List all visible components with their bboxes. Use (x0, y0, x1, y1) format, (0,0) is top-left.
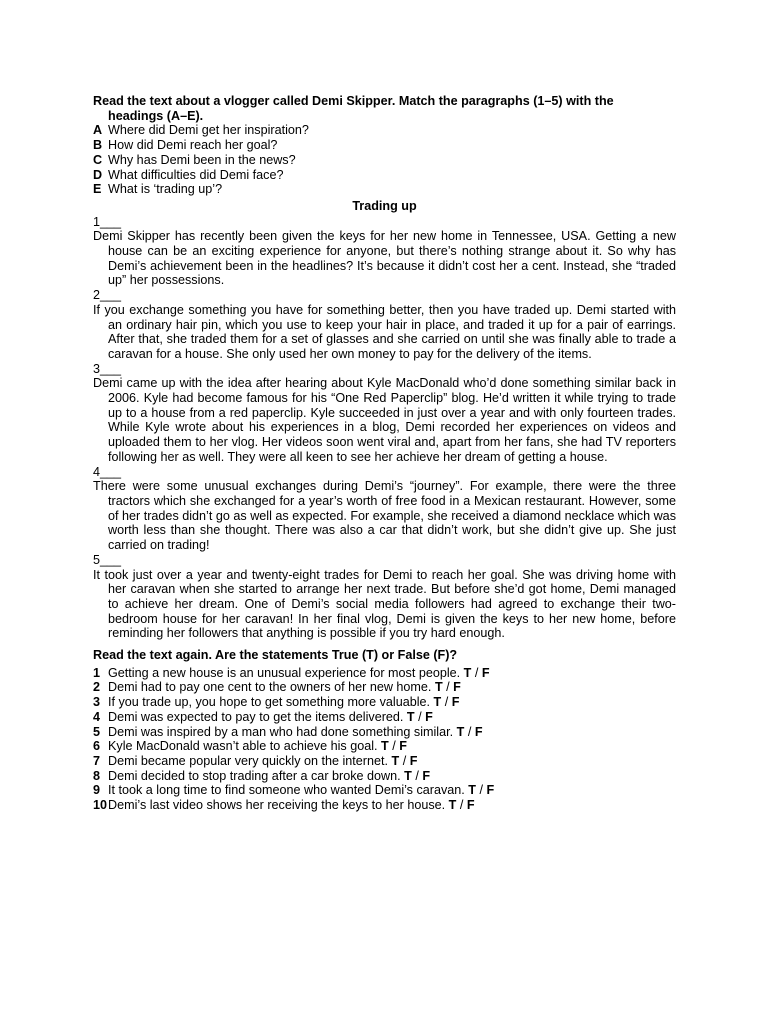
statement-item (93, 680, 676, 695)
true-false-choice (392, 754, 418, 768)
paragraph-text: There were some unusual exchanges during Demi’s “journey”. For example, there were the three tractors which she exchanged for a year’s worth of free food in a Mexican restaurant. However, some of her trades didn’t go as well as expected. For example, she received a diamond necklace which was worth less than she thought. There was also a car that didn’t work, but she didn’t give up. She just carried on trading! (93, 479, 676, 553)
statement-text: Demi’s last video shows her receiving the keys to her house. (108, 798, 446, 813)
true-false-choice (468, 783, 494, 797)
heading-option-text: Where did Demi get her inspiration? (108, 123, 309, 138)
false-option: F (409, 753, 418, 768)
paragraph-number-blank: 4___ (93, 464, 122, 479)
option-separator: / (415, 768, 419, 783)
paragraph-number-blank: 3___ (93, 361, 122, 376)
statement-item (93, 695, 676, 710)
heading-option-text: What difficulties did Demi face? (108, 167, 284, 182)
statement-text: Demi decided to stop trading after a car broke down. (108, 768, 401, 783)
statement-number: 4 (93, 709, 101, 724)
statement-item (93, 769, 676, 784)
heading-option (93, 182, 676, 197)
matching-instruction-line2: headings (A–E). (108, 108, 204, 123)
option-separator: / (479, 783, 483, 798)
statement-number: 8 (93, 768, 101, 783)
true-option: T (456, 724, 465, 739)
statement-number: 10 (93, 798, 108, 813)
heading-option-key: D (93, 167, 103, 182)
heading-option-key: E (93, 182, 102, 197)
statement-number: 1 (93, 665, 101, 680)
statement-text: Getting a new house is an unusual experience for most people. (108, 665, 461, 680)
true-option: T (433, 695, 442, 710)
true-option: T (406, 709, 415, 724)
true-option: T (448, 798, 457, 813)
statement-text: Demi was expected to pay to get the items delivered. (108, 709, 404, 724)
paragraph-text: If you exchange something you have for something better, then you have traded up. Demi started with an ordinary hair pin, which you use to keep your hair in place, and traded it up for a pair of earrings. After that, she traded them for a set of glasses and she carried on until she was finally able to trade a caravan for a house. She only used her own money to pay for the delivery of the items. (93, 302, 676, 361)
statement-text: If you trade up, you hope to get something more valuable. (108, 695, 431, 710)
statement-item (93, 783, 676, 798)
statement-item (93, 798, 676, 813)
option-separator: / (444, 695, 449, 710)
paragraph-text: Demi Skipper has recently been given the keys for her new home in Tennessee, USA. Getting a new house can be an exciting experience for anyone, but there’s nothing strange about it. So why has Demi’s achievement been in the headlines? It’s because it didn’t cost her a cent. Instead, she “traded up” her possessions. (93, 229, 676, 288)
option-separator: / (402, 753, 407, 768)
statement-number: 5 (93, 724, 101, 739)
false-option: F (425, 709, 433, 724)
true-false-choice (435, 680, 461, 694)
heading-option (93, 123, 676, 138)
statement-list (93, 666, 676, 813)
false-option: F (474, 724, 483, 739)
option-separator: / (446, 680, 450, 695)
paragraph-number-blank: 5___ (93, 552, 122, 567)
article-title: Trading up (352, 198, 417, 213)
false-option: F (486, 783, 495, 798)
statement-text: Demi was inspired by a man who had done something similar. (108, 724, 454, 739)
statement-text: Demi had to pay one cent to the owners of her new home. (108, 680, 432, 695)
statement-number: 7 (93, 753, 101, 768)
option-separator: / (392, 739, 396, 754)
matching-instruction-line1: Read the text about a vlogger called Demi Skipper. Match the paragraphs (1–5) with the (93, 94, 614, 108)
option-separator: / (467, 724, 472, 739)
true-option: T (391, 753, 400, 768)
true-false-choice (381, 739, 407, 753)
option-separator: / (474, 665, 479, 680)
statement-number: 6 (93, 739, 101, 754)
heading-option-text: How did Demi reach her goal? (108, 138, 278, 153)
worksheet-content (93, 94, 676, 813)
true-false-choice (457, 725, 483, 739)
true-false-choice (464, 666, 490, 680)
heading-option (93, 168, 676, 183)
true-option: T (404, 768, 412, 783)
statement-number: 3 (93, 695, 101, 710)
matching-instruction (93, 94, 676, 123)
paragraph-number-blank: 2___ (93, 288, 122, 303)
heading-options (93, 123, 676, 197)
true-option: T (468, 783, 476, 798)
statement-text: Kyle MacDonald wasn’t able to achieve his goal. (108, 739, 378, 754)
true-option: T (434, 680, 443, 695)
article-body (93, 215, 676, 641)
statement-number: 2 (93, 680, 101, 695)
false-option: F (422, 768, 431, 783)
statement-item (93, 725, 676, 740)
heading-option (93, 153, 676, 168)
statement-text: Demi became popular very quickly on the internet. (108, 753, 389, 768)
true-false-instruction: Read the text again. Are the statements True (T) or False (F)? (93, 648, 458, 663)
paragraph-text: It took just over a year and twenty-eight trades for Demi to reach her goal. She was driving home with her caravan when she started to arrange her next trade. But before she’d got home, Demi managed to achieve her dream. One of Demi’s social media followers had agreed to exchange their two-bedroom house for her caravan! In her final vlog, Demi is given the keys to her new home, before reminding her followers that anything is possible if you try hard enough. (93, 567, 676, 641)
true-false-choice (407, 710, 433, 724)
true-option: T (381, 739, 389, 754)
heading-option (93, 138, 676, 153)
false-option: F (481, 665, 490, 680)
statement-item (93, 666, 676, 681)
true-option: T (463, 665, 472, 680)
option-separator: / (459, 798, 464, 813)
statement-item (93, 739, 676, 754)
false-option: F (453, 680, 461, 695)
statement-item (93, 710, 676, 725)
heading-option-key: C (93, 152, 103, 167)
false-option: F (466, 798, 475, 813)
heading-option-key: A (93, 123, 103, 138)
true-false-choice (434, 695, 460, 709)
heading-option-text: Why has Demi been in the news? (108, 152, 296, 167)
false-option: F (399, 739, 407, 754)
statement-item (93, 754, 676, 769)
option-separator: / (418, 709, 422, 724)
true-false-choice (404, 769, 430, 783)
false-option: F (451, 695, 460, 710)
statement-number: 9 (93, 783, 101, 798)
heading-option-text: What is ‘trading up’? (108, 182, 223, 197)
true-false-choice (449, 798, 475, 812)
heading-option-key: B (93, 138, 103, 153)
paragraph-number-blank: 1___ (93, 214, 122, 229)
statement-text: It took a long time to find someone who wanted Demi’s caravan. (108, 783, 465, 798)
paragraph-text: Demi came up with the idea after hearing about Kyle MacDonald who’d done something similar back in 2006. Kyle had become famous for his “One Red Paperclip” blog. He’d written it while trying to trade up to a house from a red paperclip. Kyle succeeded in just over a year and with only fourteen trades. While Kyle wrote about his experiences in a blog, Demi recorded her experiences on videos and uploaded them to her vlog. Her videos soon went viral and, apart from her fans, she had TV reporters following her as well. They were all keen to see her achieve her dream of getting a house. (93, 376, 676, 464)
